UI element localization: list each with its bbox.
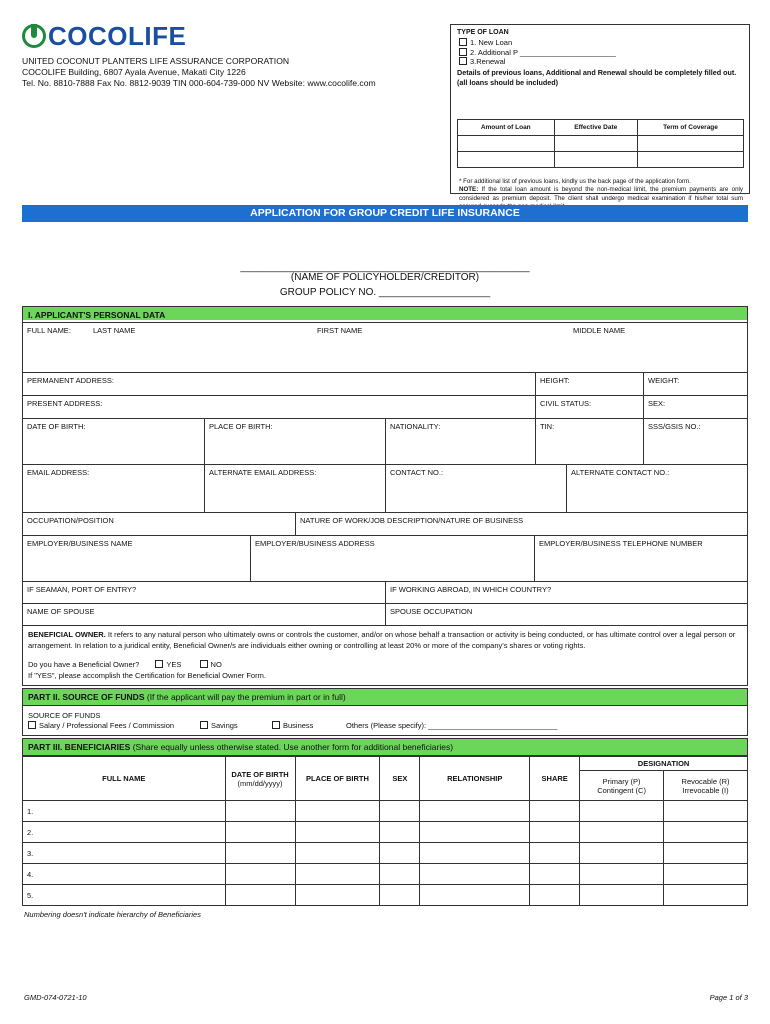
label-email: EMAIL ADDRESS:: [27, 468, 90, 477]
policyholder-label: (NAME OF POLICYHOLDER/CREDITOR): [290, 272, 480, 283]
loan-input-cell[interactable]: [458, 136, 555, 152]
loan-input-cell[interactable]: [554, 152, 638, 168]
source-options: [28, 721, 742, 731]
label-last-name: LAST NAME: [93, 326, 136, 335]
checkbox[interactable]: [459, 38, 467, 46]
option-savings[interactable]: Savings: [200, 721, 238, 731]
beneficiary-row[interactable]: 1.: [23, 801, 748, 822]
checkbox[interactable]: [28, 721, 36, 729]
label-sex: SEX:: [643, 396, 749, 418]
label-civil-status: CIVIL STATUS:: [535, 396, 643, 418]
loan-note-1: * For additional list of previous loans, kindly us the back page of the application form.: [459, 178, 691, 185]
checkbox[interactable]: [200, 660, 208, 668]
beneficial-owner-question: Do you have a Beneficial Owner? YES NO: [28, 660, 222, 669]
col-amount: Amount of Loan: [458, 120, 555, 136]
bo-no-option[interactable]: NO: [200, 660, 222, 669]
row-occupation[interactable]: [23, 512, 747, 535]
checkbox[interactable]: [459, 48, 467, 56]
label-full-name: FULL NAME:: [27, 326, 71, 335]
beneficiary-row[interactable]: 2.: [23, 822, 748, 843]
option-salary[interactable]: Salary / Professional Fees / Commission: [28, 721, 174, 731]
col-share: SHARE: [530, 757, 580, 801]
row-spouse[interactable]: [23, 603, 747, 625]
beneficiary-row[interactable]: 3.: [23, 843, 748, 864]
row-birth-details[interactable]: [23, 418, 747, 464]
label-source-of-funds: SOURCE OF FUNDS: [28, 711, 101, 720]
designation-revocable: Revocable (R) Irrevocable (I): [664, 771, 748, 801]
col-sex: SEX: [380, 757, 420, 801]
label-alt-contact: ALTERNATE CONTACT NO.:: [566, 465, 749, 512]
label-contact: CONTACT NO.:: [385, 465, 566, 512]
label-middle-name: MIDDLE NAME: [573, 326, 626, 335]
col-dob: DATE OF BIRTH (mm/dd/yyyy): [225, 757, 295, 801]
col-designation: DESIGNATION: [580, 757, 748, 771]
label-permanent-address: PERMANENT ADDRESS:: [27, 376, 114, 385]
section1-title: I. APPLICANT'S PERSONAL DATA: [23, 307, 747, 320]
section2-title: PART II. SOURCE OF FUNDS (If the applicant will pay the premium in part or in full): [23, 689, 747, 705]
label-spouse: NAME OF SPOUSE: [27, 607, 95, 616]
beneficiary-row[interactable]: 4.: [23, 864, 748, 885]
company-info: [22, 56, 376, 89]
row-employer[interactable]: [23, 535, 747, 581]
loan-input-cell[interactable]: [638, 136, 744, 152]
label-dob: DATE OF BIRTH:: [27, 422, 86, 431]
label-sss: SSS/GSIS NO.:: [643, 419, 749, 464]
col-full-name: FULL NAME: [23, 757, 226, 801]
section-source-of-funds: [22, 688, 748, 736]
row-contact[interactable]: [23, 464, 747, 512]
loan-option-additional[interactable]: 2. Additional P _______________________: [457, 48, 743, 58]
beneficial-owner-definition: BENEFICIAL OWNER. It refers to any natural person who ultimately owns or controls the customer, and/or on whose behalf a transaction or activity is being conducted, or has ultimate control over a legal person or arrangement. In relation to a juridical entity, Beneficial Owner/s are individuals either owning or controlling at least 20% or more of the company's shares or voting rights.: [28, 630, 736, 650]
beneficial-owner-block: [23, 625, 747, 687]
form-title-banner: APPLICATION FOR GROUP CREDIT LIFE INSURANCE: [22, 205, 748, 222]
label-height: HEIGHT:: [535, 373, 643, 395]
beneficiary-row[interactable]: 5.: [23, 885, 748, 906]
section-applicant-data: [22, 306, 748, 686]
page-number: Page 1 of 3: [709, 993, 748, 1002]
label-occupation: OCCUPATION/POSITION: [27, 516, 114, 525]
loan-input-cell[interactable]: [458, 152, 555, 168]
option-business[interactable]: Business: [272, 721, 313, 731]
col-effective-date: Effective Date: [554, 120, 638, 136]
type-of-loan-box: [450, 24, 750, 202]
col-pob: PLACE OF BIRTH: [295, 757, 380, 801]
label-spouse-occupation: SPOUSE OCCUPATION: [385, 604, 749, 625]
row-permanent-address[interactable]: [23, 372, 747, 395]
cocolife-logo: [22, 21, 187, 51]
source-of-funds-row: [23, 705, 747, 737]
group-policy-no[interactable]: GROUP POLICY NO. ____________________: [279, 287, 491, 298]
beneficiaries-table: [22, 756, 748, 906]
beneficial-owner-instruction: If "YES", please accomplish the Certification for Beneficial Owner Form.: [28, 671, 266, 680]
row-present-address[interactable]: [23, 395, 747, 418]
label-first-name: FIRST NAME: [317, 326, 363, 335]
col-relationship: RELATIONSHIP: [420, 757, 530, 801]
checkbox[interactable]: [459, 57, 467, 65]
label-pob: PLACE OF BIRTH:: [204, 419, 385, 464]
form-code: GMD-074-0721-10: [24, 993, 87, 1002]
coconut-logo-icon: [22, 24, 46, 48]
row-seaman[interactable]: [23, 581, 747, 603]
loan-title: TYPE OF LOAN: [457, 29, 509, 36]
logo-text: COCOLIFE: [48, 21, 187, 51]
label-employer: EMPLOYER/BUSINESS NAME: [27, 539, 133, 548]
loan-option-new[interactable]: 1. New Loan: [457, 38, 743, 48]
checkbox[interactable]: [200, 721, 208, 729]
loan-note-2: NOTE: If the total loan amount is beyond the non-medical limit, the premium payments are only considered as premium deposit. The client shall undergo medical examination if his/her total sum: [459, 186, 743, 202]
label-weight: WEIGHT:: [643, 373, 749, 395]
loan-input-cell[interactable]: [638, 152, 744, 168]
label-employer-address: EMPLOYER/BUSINESS ADDRESS: [250, 536, 534, 581]
label-nationality: NATIONALITY:: [385, 419, 535, 464]
company-contact: Tel. No. 8810-7888 Fax No. 8812-9039 TIN 000-604-739-000 NV Website: www.cocolife.com: [22, 78, 376, 88]
loan-input-cell[interactable]: [554, 136, 638, 152]
bo-yes-option[interactable]: YES: [155, 660, 181, 669]
loan-details-instruction: Details of previous loans, Additional and Renewal should be completely filled out. (all loans should be included): [457, 67, 737, 87]
previous-loans-table: [457, 119, 744, 168]
checkbox[interactable]: [155, 660, 163, 668]
policyholder-line[interactable]: ____________________________________________________: [240, 262, 530, 273]
label-alt-email: ALTERNATE EMAIL ADDRESS:: [204, 465, 385, 512]
label-tin: TIN:: [535, 419, 643, 464]
label-nature-of-work: NATURE OF WORK/JOB DESCRIPTION/NATURE OF BUSINESS: [295, 513, 749, 535]
section3-title: PART III. BENEFICIARIES (Share equally unless otherwise stated. Use another form for additional beneficiaries): [22, 738, 748, 756]
beneficiaries-footnote: Numbering doesn't indicate hierarchy of Beneficiaries: [24, 910, 201, 919]
designation-primary-contingent: Primary (P) Contingent (C): [580, 771, 664, 801]
company-name: UNITED COCONUT PLANTERS LIFE ASSURANCE CORPORATION: [22, 56, 290, 66]
label-present-address: PRESENT ADDRESS:: [27, 399, 103, 408]
loan-option-renewal[interactable]: 3.Renewal: [457, 57, 743, 67]
row-full-name[interactable]: [23, 322, 747, 372]
company-address: COCOLIFE Building, 6807 Ayala Avenue, Makati City 1226: [22, 67, 246, 77]
col-term: Term of Coverage: [638, 120, 744, 136]
option-others[interactable]: Others (Please specify): _______________________________: [346, 721, 558, 730]
label-employer-tel: EMPLOYER/BUSINESS TELEPHONE NUMBER: [534, 536, 749, 581]
label-abroad: IF WORKING ABROAD, IN WHICH COUNTRY?: [385, 582, 749, 603]
checkbox[interactable]: [272, 721, 280, 729]
label-seaman: IF SEAMAN, PORT OF ENTRY?: [27, 585, 137, 594]
